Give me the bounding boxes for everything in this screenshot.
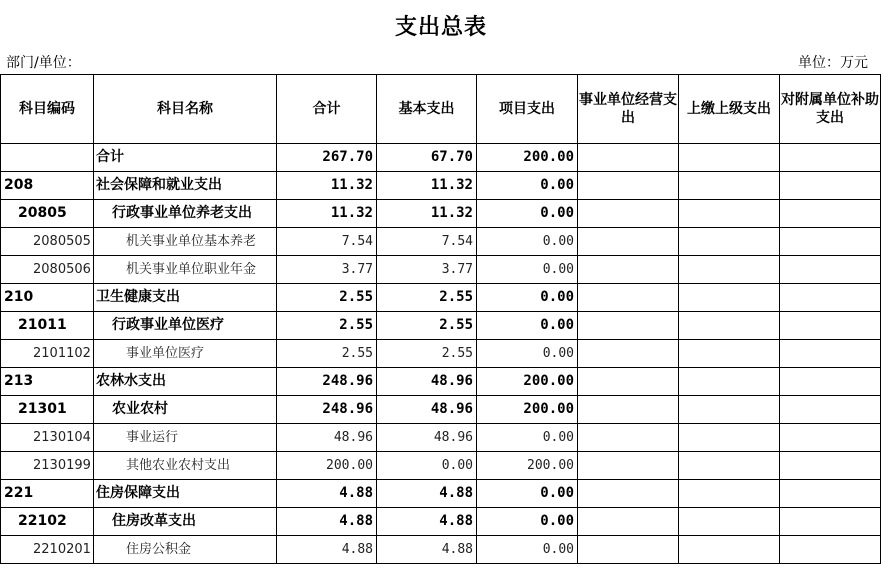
subject-name-cell: 事业运行 bbox=[94, 424, 277, 452]
project-cell: 0.00 bbox=[477, 312, 578, 340]
subsidy-cell bbox=[780, 256, 881, 284]
project-cell: 0.00 bbox=[477, 172, 578, 200]
header-project-expenditure: 项目支出 bbox=[477, 75, 578, 144]
upper-cell bbox=[679, 144, 780, 172]
subsidy-cell bbox=[780, 452, 881, 480]
subsidy-cell bbox=[780, 368, 881, 396]
project-cell: 0.00 bbox=[477, 200, 578, 228]
basic-cell: 48.96 bbox=[377, 368, 477, 396]
total-cell: 200.00 bbox=[277, 452, 377, 480]
header-subject-name: 科目名称 bbox=[94, 75, 277, 144]
table-row bbox=[1, 396, 881, 424]
total-cell: 11.32 bbox=[277, 172, 377, 200]
subject-code-cell: 2210201 bbox=[1, 536, 94, 564]
basic-cell: 2.55 bbox=[377, 340, 477, 368]
table-row bbox=[1, 368, 881, 396]
project-cell: 200.00 bbox=[477, 452, 578, 480]
subject-code-cell: 2080506 bbox=[1, 256, 94, 284]
project-cell: 0.00 bbox=[477, 284, 578, 312]
subject-code-cell bbox=[1, 144, 94, 172]
project-cell: 0.00 bbox=[477, 536, 578, 564]
table-row bbox=[1, 424, 881, 452]
basic-cell: 11.32 bbox=[377, 172, 477, 200]
subsidy-cell bbox=[780, 172, 881, 200]
header-total: 合计 bbox=[277, 75, 377, 144]
subsidy-cell bbox=[780, 396, 881, 424]
header-business-expenditure: 事业单位经营支出 bbox=[578, 75, 679, 144]
upper-cell bbox=[679, 172, 780, 200]
subject-code-cell: 221 bbox=[1, 480, 94, 508]
subsidy-cell bbox=[780, 424, 881, 452]
subsidy-cell bbox=[780, 228, 881, 256]
table-row bbox=[1, 228, 881, 256]
basic-cell: 67.70 bbox=[377, 144, 477, 172]
basic-cell: 4.88 bbox=[377, 508, 477, 536]
basic-cell: 2.55 bbox=[377, 284, 477, 312]
total-cell: 3.77 bbox=[277, 256, 377, 284]
business-cell bbox=[578, 368, 679, 396]
upper-cell bbox=[679, 536, 780, 564]
project-cell: 200.00 bbox=[477, 144, 578, 172]
project-cell: 0.00 bbox=[477, 228, 578, 256]
total-cell: 248.96 bbox=[277, 368, 377, 396]
basic-cell: 11.32 bbox=[377, 200, 477, 228]
total-cell: 11.32 bbox=[277, 200, 377, 228]
project-cell: 0.00 bbox=[477, 508, 578, 536]
table-row bbox=[1, 508, 881, 536]
subject-code-cell: 2080505 bbox=[1, 228, 94, 256]
total-cell: 248.96 bbox=[277, 396, 377, 424]
table-row bbox=[1, 256, 881, 284]
subject-code-cell: 210 bbox=[1, 284, 94, 312]
business-cell bbox=[578, 284, 679, 312]
business-cell bbox=[578, 424, 679, 452]
basic-cell: 48.96 bbox=[377, 424, 477, 452]
table-row bbox=[1, 284, 881, 312]
expenditure-table bbox=[0, 74, 881, 564]
subject-name-cell: 住房改革支出 bbox=[94, 508, 277, 536]
header-basic-expenditure: 基本支出 bbox=[377, 75, 477, 144]
table-row bbox=[1, 536, 881, 564]
basic-cell: 7.54 bbox=[377, 228, 477, 256]
subject-name-cell: 合计 bbox=[94, 144, 277, 172]
unit-label: 单位：万元 bbox=[798, 55, 868, 71]
upper-cell bbox=[679, 256, 780, 284]
project-cell: 0.00 bbox=[477, 256, 578, 284]
table-row bbox=[1, 452, 881, 480]
upper-cell bbox=[679, 284, 780, 312]
total-cell: 4.88 bbox=[277, 536, 377, 564]
subsidy-cell bbox=[780, 508, 881, 536]
project-cell: 200.00 bbox=[477, 396, 578, 424]
business-cell bbox=[578, 536, 679, 564]
total-cell: 2.55 bbox=[277, 284, 377, 312]
business-cell bbox=[578, 452, 679, 480]
total-cell: 4.88 bbox=[277, 480, 377, 508]
upper-cell bbox=[679, 200, 780, 228]
table-row bbox=[1, 480, 881, 508]
subject-name-cell: 机关事业单位基本养老 bbox=[94, 228, 277, 256]
upper-cell bbox=[679, 340, 780, 368]
project-cell: 0.00 bbox=[477, 340, 578, 368]
subject-name-cell: 其他农业农村支出 bbox=[94, 452, 277, 480]
subject-name-cell: 机关事业单位职业年金 bbox=[94, 256, 277, 284]
total-cell: 4.88 bbox=[277, 508, 377, 536]
subsidy-cell bbox=[780, 284, 881, 312]
subject-name-cell: 行政事业单位养老支出 bbox=[94, 200, 277, 228]
business-cell bbox=[578, 508, 679, 536]
subject-name-cell: 事业单位医疗 bbox=[94, 340, 277, 368]
basic-cell: 4.88 bbox=[377, 480, 477, 508]
project-cell: 0.00 bbox=[477, 480, 578, 508]
subject-code-cell: 21301 bbox=[1, 396, 94, 424]
upper-cell bbox=[679, 480, 780, 508]
subject-name-cell: 住房保障支出 bbox=[94, 480, 277, 508]
subject-code-cell: 208 bbox=[1, 172, 94, 200]
table-row bbox=[1, 200, 881, 228]
page-title: 支出总表 bbox=[394, 15, 487, 40]
business-cell bbox=[578, 480, 679, 508]
business-cell bbox=[578, 228, 679, 256]
subsidy-cell bbox=[780, 144, 881, 172]
subject-name-cell: 农业农村 bbox=[94, 396, 277, 424]
basic-cell: 48.96 bbox=[377, 396, 477, 424]
total-cell: 2.55 bbox=[277, 340, 377, 368]
business-cell bbox=[578, 312, 679, 340]
business-cell bbox=[578, 396, 679, 424]
header-subject-code: 科目编码 bbox=[1, 75, 94, 144]
table-row bbox=[1, 340, 881, 368]
upper-cell bbox=[679, 396, 780, 424]
subject-code-cell: 21011 bbox=[1, 312, 94, 340]
subject-code-cell: 213 bbox=[1, 368, 94, 396]
business-cell bbox=[578, 144, 679, 172]
subject-name-cell: 行政事业单位医疗 bbox=[94, 312, 277, 340]
upper-cell bbox=[679, 368, 780, 396]
header-row bbox=[1, 75, 881, 144]
total-cell: 267.70 bbox=[277, 144, 377, 172]
header-subsidiary-subsidy: 对附属单位补助支出 bbox=[780, 75, 881, 144]
upper-cell bbox=[679, 312, 780, 340]
total-cell: 2.55 bbox=[277, 312, 377, 340]
upper-cell bbox=[679, 508, 780, 536]
table-row bbox=[1, 312, 881, 340]
total-cell: 48.96 bbox=[277, 424, 377, 452]
project-cell: 0.00 bbox=[477, 424, 578, 452]
table-row bbox=[1, 172, 881, 200]
business-cell bbox=[578, 200, 679, 228]
subject-code-cell: 2130199 bbox=[1, 452, 94, 480]
upper-cell bbox=[679, 424, 780, 452]
subject-code-cell: 22102 bbox=[1, 508, 94, 536]
basic-cell: 2.55 bbox=[377, 312, 477, 340]
subject-code-cell: 20805 bbox=[1, 200, 94, 228]
subsidy-cell bbox=[780, 312, 881, 340]
subsidy-cell bbox=[780, 480, 881, 508]
subject-code-cell: 2101102 bbox=[1, 340, 94, 368]
subsidy-cell bbox=[780, 340, 881, 368]
subsidy-cell bbox=[780, 200, 881, 228]
subject-name-cell: 社会保障和就业支出 bbox=[94, 172, 277, 200]
project-cell: 200.00 bbox=[477, 368, 578, 396]
basic-cell: 4.88 bbox=[377, 536, 477, 564]
business-cell bbox=[578, 256, 679, 284]
header-upper-remittance: 上缴上级支出 bbox=[679, 75, 780, 144]
subject-name-cell: 卫生健康支出 bbox=[94, 284, 277, 312]
subject-code-cell: 2130104 bbox=[1, 424, 94, 452]
business-cell bbox=[578, 172, 679, 200]
department-label: 部门/单位： bbox=[6, 55, 81, 71]
subject-name-cell: 住房公积金 bbox=[94, 536, 277, 564]
subject-name-cell: 农林水支出 bbox=[94, 368, 277, 396]
basic-cell: 0.00 bbox=[377, 452, 477, 480]
total-cell: 7.54 bbox=[277, 228, 377, 256]
upper-cell bbox=[679, 452, 780, 480]
upper-cell bbox=[679, 228, 780, 256]
basic-cell: 3.77 bbox=[377, 256, 477, 284]
table-row bbox=[1, 144, 881, 172]
business-cell bbox=[578, 340, 679, 368]
subsidy-cell bbox=[780, 536, 881, 564]
